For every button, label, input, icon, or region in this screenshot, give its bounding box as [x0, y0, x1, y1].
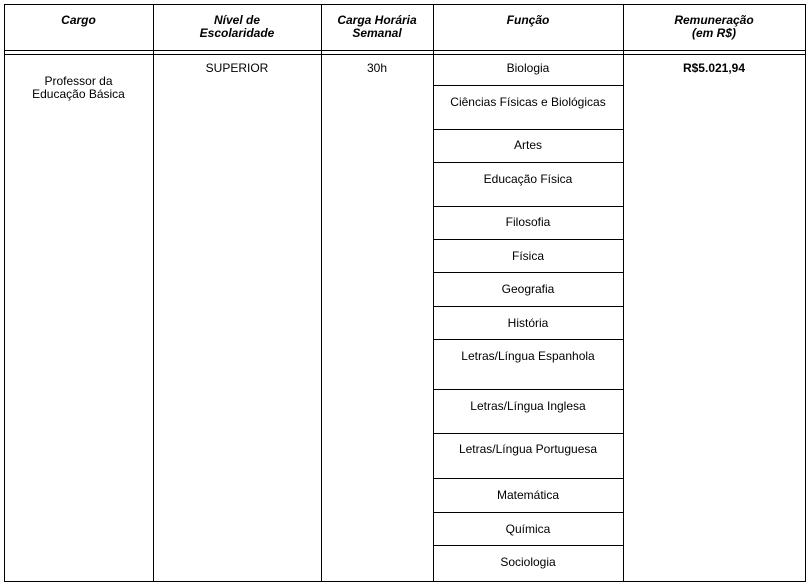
- header-remun-line2: (em R$): [691, 26, 736, 40]
- funcao-item: Letras/Língua Inglesa: [470, 399, 586, 413]
- row-divider: [433, 206, 623, 207]
- funcao-item: Matemática: [496, 488, 560, 502]
- funcao-item: Educação Física: [483, 172, 573, 186]
- header-nivel: [153, 14, 321, 40]
- header-nivel-line1: Nível de: [213, 13, 261, 27]
- row-divider: [433, 512, 623, 513]
- column-divider: [623, 4, 624, 582]
- cell-carga-text: 30h: [366, 61, 388, 75]
- header-remuneracao: [623, 14, 805, 40]
- header-funcao: [433, 14, 623, 27]
- cell-cargo-line1: Professor da: [44, 74, 113, 88]
- funcao-item: Letras/Língua Espanhola: [461, 349, 595, 363]
- column-divider: [153, 4, 154, 582]
- row-divider: [433, 306, 623, 307]
- row-divider: [433, 545, 623, 546]
- row-divider: [433, 162, 623, 163]
- row-divider: [433, 85, 623, 86]
- header-divider: [4, 50, 806, 51]
- header-cargo-text: Cargo: [61, 13, 96, 27]
- funcao-item: Geografia: [501, 282, 555, 296]
- row-divider: [433, 433, 623, 434]
- funcao-item: História: [507, 316, 549, 330]
- row-divider: [433, 239, 623, 240]
- cell-cargo-line2: Educação Básica: [32, 87, 125, 101]
- funcao-item: Filosofia: [505, 215, 551, 229]
- cell-nivel: [153, 62, 321, 75]
- header-divider: [4, 54, 806, 55]
- row-divider: [433, 272, 623, 273]
- row-divider: [433, 389, 623, 390]
- header-funcao-text: Função: [506, 13, 550, 27]
- funcao-item: Ciências Físicas e Biológicas: [450, 95, 606, 109]
- funcao-item: Biologia: [506, 61, 550, 75]
- funcao-item: Sociologia: [500, 555, 556, 569]
- funcao-item: Letras/Língua Portuguesa: [458, 442, 598, 456]
- row-divider: [433, 339, 623, 340]
- header-nivel-line2: Escolaridade: [199, 26, 275, 40]
- cell-carga: [321, 62, 433, 75]
- header-carga: [321, 14, 433, 40]
- funcao-item: Artes: [513, 138, 542, 152]
- cell-cargo: [4, 75, 153, 101]
- cell-nivel-text: SUPERIOR: [205, 61, 269, 75]
- cell-remuneracao: [623, 62, 805, 75]
- cell-remuneracao-text: R$5.021,94: [682, 61, 746, 75]
- vacancy-table: [4, 4, 806, 582]
- header-remun-line1: Remuneração: [674, 13, 754, 27]
- row-divider: [433, 478, 623, 479]
- row-divider: [433, 129, 623, 130]
- table-border-top: [4, 4, 806, 5]
- header-cargo: [4, 14, 153, 27]
- header-carga-line1: Carga Horária: [337, 13, 417, 27]
- column-divider: [321, 4, 322, 582]
- header-carga-line2: Semanal: [352, 26, 402, 40]
- funcao-item: Química: [505, 522, 551, 536]
- table-border-right: [805, 4, 806, 582]
- funcao-item: Física: [511, 249, 544, 263]
